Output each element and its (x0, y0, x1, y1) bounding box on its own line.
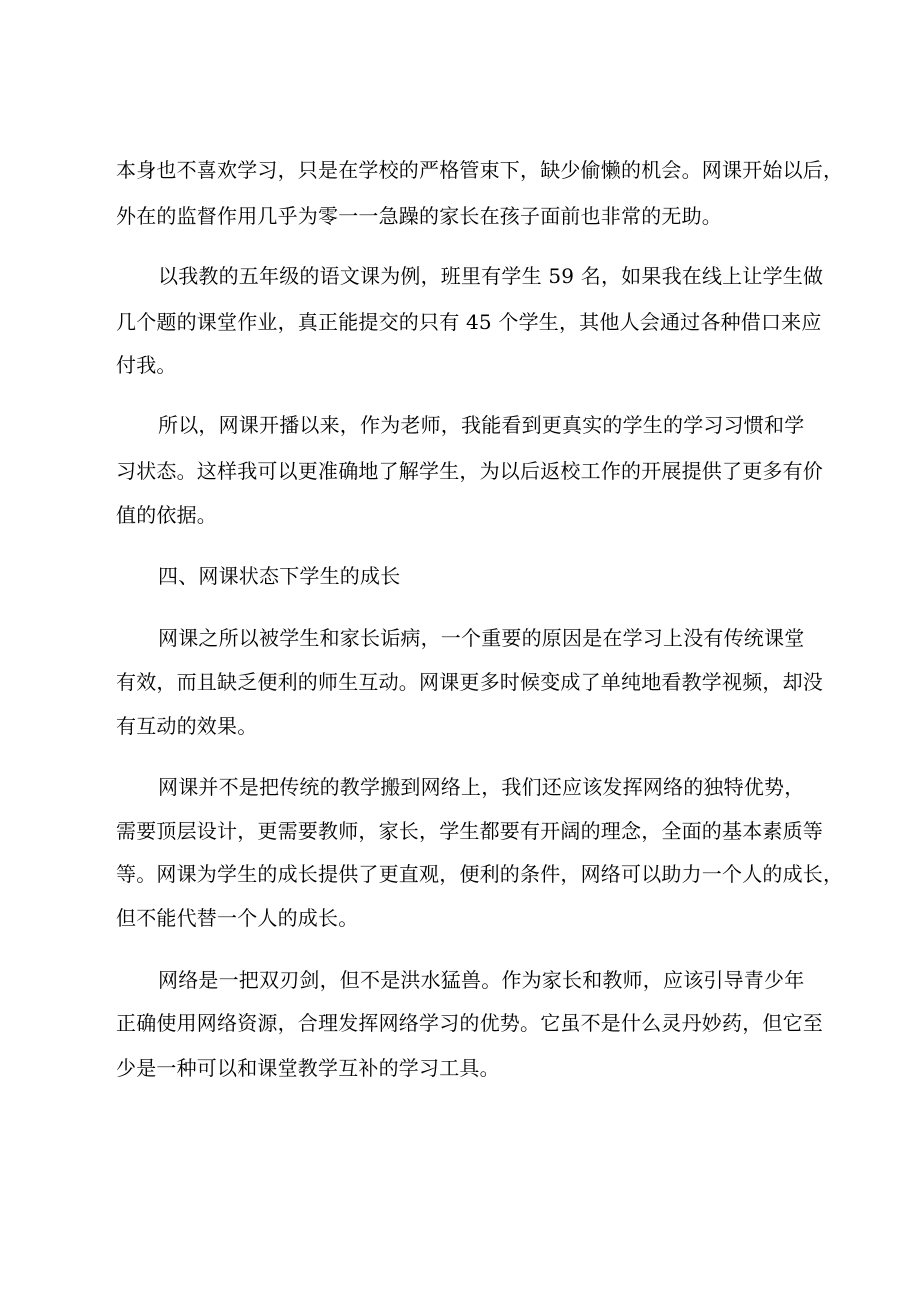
heading-text: 四、网课状态下学生的成长 (158, 564, 401, 588)
text-line: 本身也不喜欢学习，只是在学校的严格管束下，缺少偷懒的机会。网课开始以后， (116, 158, 844, 182)
text-line: 正确使用网络资源，合理发挥网络学习的优势。它虽不是什么灵丹妙药，但它至 (116, 1011, 823, 1035)
text-line: 付我。 (116, 353, 177, 377)
text-line: 值的依据。 (116, 503, 217, 527)
text-line: 但不能代替一个人的成长。 (116, 906, 359, 930)
text-line: 网课并不是把传统的教学搬到网络上，我们还应该发挥网络的独特优势， (158, 775, 805, 799)
text-line: 需要顶层设计，更需要教师，家长，学生都要有开阔的理念，全面的基本素质等 (116, 819, 823, 843)
text-line: 少是一种可以和课堂教学互补的学习工具。 (116, 1056, 500, 1080)
text-line: 网络是一把双刃剑，但不是洪水猛兽。作为家长和教师，应该引导青少年 (158, 968, 805, 992)
text-line: 所以，网课开播以来，作为老师，我能看到更真实的学生的学习习惯和学 (158, 413, 805, 437)
text-line: 等。网课为学生的成长提供了更直观，便利的条件，网络可以助力一个人的成长， (116, 862, 844, 886)
text-line: 以我教的五年级的语文课为例，班里有学生 59 名，如果我在线上让学生做 (158, 264, 824, 288)
text-line: 几个题的课堂作业，真正能提交的只有 45 个学生，其他人会通过各种借口来应 (116, 310, 822, 334)
text-line: 外在的监督作用几乎为零一一急躁的家长在孩子面前也非常的无助。 (116, 204, 722, 228)
text-line: 有效，而且缺乏便利的师生互动。网课更多时候变成了单纯地看教学视频，却没 (116, 670, 823, 694)
text-line: 网课之所以被学生和家长诟病，一个重要的原因是在学习上没有传统课堂 (158, 626, 805, 650)
text-line: 习状态。这样我可以更准确地了解学生，为以后返校工作的开展提供了更多有价 (116, 459, 823, 483)
text-line: 有互动的效果。 (116, 714, 258, 738)
